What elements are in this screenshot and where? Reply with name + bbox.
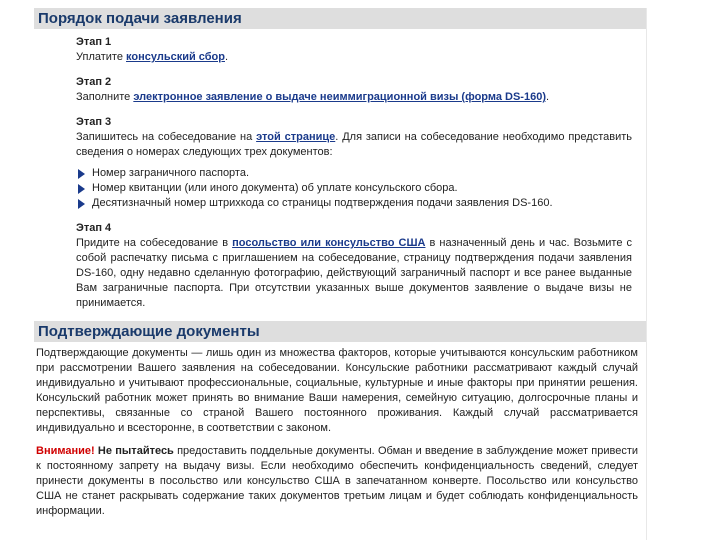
- consular-fee-link[interactable]: консульский сбор: [126, 51, 225, 63]
- step-text-after: . Для записи на собеседование необходимо представить сведения о номерах следующих трех документов:: [76, 131, 633, 158]
- step-text: [76, 130, 632, 160]
- required-documents-list: [76, 166, 632, 211]
- step-text-before: Придите на собеседование в: [76, 237, 233, 249]
- warning-paragraph: [36, 444, 638, 519]
- ds160-form-link[interactable]: электронное заявление о выдаче неиммиграционной визы (форма DS-160): [133, 91, 546, 103]
- arrow-right-icon: [78, 184, 85, 194]
- step-text: [76, 50, 632, 65]
- appointment-page-link[interactable]: этой странице: [256, 131, 336, 143]
- list-item-text: Номер заграничного паспорта.: [92, 167, 250, 179]
- step-text: [76, 236, 632, 311]
- list-item-text: Номер квитанции (или иного документа) об уплате консульского сбора.: [92, 182, 458, 194]
- step-title: Этап 3: [76, 116, 112, 128]
- warning-bold-text: Не пытайтесь: [94, 445, 174, 457]
- warning-label: Внимание!: [36, 445, 95, 457]
- embassy-consulate-link[interactable]: посольство или консульство США: [232, 237, 426, 249]
- warning-text: предоставить поддельные документы. Обман и введение в заблуждение может привести к постоянному запрету на выдачу визы. Если необходимо обеспечить конфиденциальность сведений, следует принести документы в посольство или консульство США в запечатанном конверте. Посольство или консульство США не станет раскрывать содержание таких документов третьим лицам и будет соблюдать конфиденциальность информации.: [36, 445, 639, 517]
- list-item: [76, 196, 632, 211]
- section-title-application-procedure: Порядок подачи заявления: [34, 8, 646, 29]
- section-title-supporting-documents: Подтверждающие документы: [34, 321, 646, 342]
- step-4: [76, 221, 632, 311]
- list-item: [76, 166, 632, 181]
- step-title: Этап 4: [76, 222, 112, 234]
- supporting-documents-paragraph: Подтверждающие документы — лишь один из множества факторов, которые учитываются консульским работником при рассмотрении Вашего заявления на собеседовании. Консульские работники рассматривают каждый случай индивидуально и учитывают профессиональные, социальные, культурные и иные факторы при принятии решения. Консульский работник может принять во внимание Ваши намерения, семейную ситуацию, долгосрочные планы и перспективы, связанные со страной Вашего постоянного проживания. Каждый случай рассматривается индивидуально и всесторонне, в соответствии с законом.: [36, 347, 638, 434]
- step-text-after: .: [546, 91, 550, 103]
- list-item: [76, 181, 632, 196]
- step-text-before: Запишитесь на собеседование на: [76, 131, 257, 143]
- main-content: [30, 8, 647, 540]
- step-text: [76, 90, 632, 105]
- step-text-after: .: [225, 51, 229, 63]
- arrow-right-icon: [78, 169, 85, 179]
- step-text-before: Уплатите: [76, 51, 127, 63]
- arrow-right-icon: [78, 199, 85, 209]
- step-text-after: в назначенный день и час. Возьмите с собой распечатку письма с приглашением на собеседование, страницу подтверждения подачи заявления DS-160, одну недавно сделанную фотографию, действующий заграничный паспорт и все ранее выданные Вам заграничные паспорта. При отсутствии указанных выше документов заявление о выдаче визы не принимается.: [76, 237, 632, 309]
- step-title: Этап 1: [76, 36, 112, 48]
- step-3: [76, 115, 632, 211]
- step-text-before: Заполните: [76, 91, 134, 103]
- step-1: [76, 35, 632, 65]
- list-item-text: Десятизначный номер штрихкода со страницы подтверждения подачи заявления DS-160.: [92, 197, 553, 209]
- step-2: [76, 75, 632, 105]
- step-title: Этап 2: [76, 76, 112, 88]
